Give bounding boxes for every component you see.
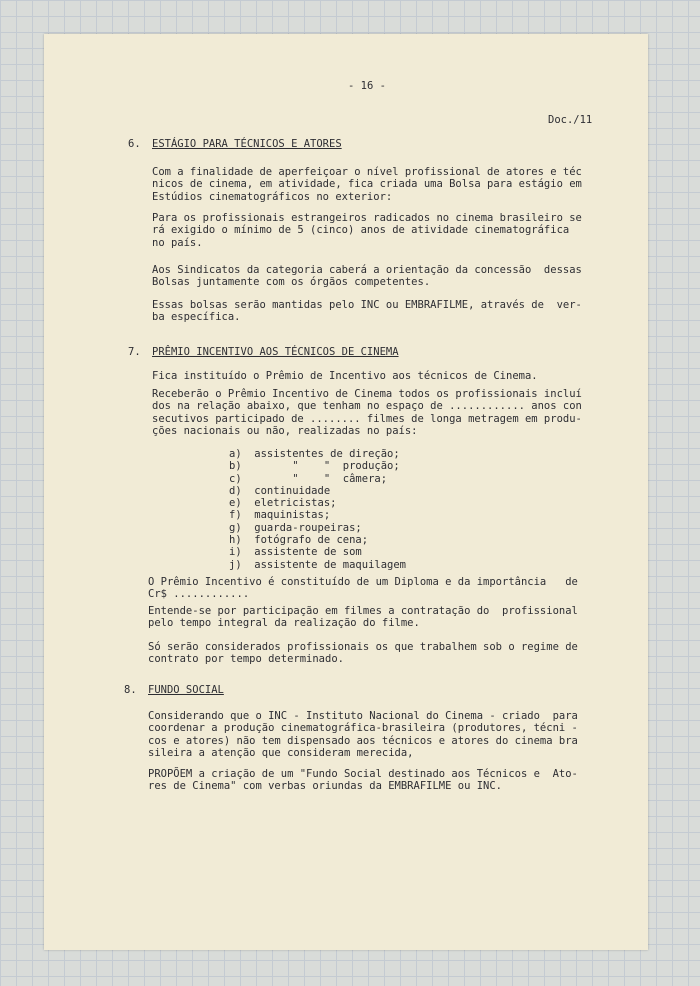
section-6-number: 6. <box>128 138 141 150</box>
section-8-paragraph-2: PROPÕEM a criação de um "Fundo Social destinado aos Técnicos e Ato- res de Cinema" com verbas oriundas da EMBRAFILME ou INC. <box>148 768 578 793</box>
section-6-paragraph-3: Aos Sindicatos da categoria caberá a orientação da concessão dessas Bolsas juntamente com os órgãos competentes. <box>152 264 582 289</box>
section-6-heading: ESTÁGIO PARA TÉCNICOS E ATORES <box>152 138 342 150</box>
section-8-paragraph-1: Considerando que o INC - Instituto Nacional do Cinema - criado para coordenar a produção cinematográfica-brasileira (produtores, técni - cos e atores) não tem dispensado aos técnicos e atores do cinema bra sileira a atenção que consideram merecida, <box>148 710 578 759</box>
section-7-paragraph-1: Fica instituído o Prêmio de Incentivo aos técnicos de Cinema. <box>152 370 538 382</box>
section-7-paragraph-3: O Prêmio Incentivo é constituído de um Diploma e da importância de Cr$ ............ <box>148 576 578 601</box>
section-6-paragraph-1: Com a finalidade de aperfeiçoar o nível profissional de atores e téc nicos de cinema, em atividade, fica criada uma Bolsa para estágio em Estúdios cinematográficos no exterior: <box>152 166 582 203</box>
section-7-paragraph-2: Receberão o Prêmio Incentivo de Cinema todos os profissionais incluí dos na relação abaixo, que tenham no espaço de ............ anos con secutivos participado de ........ filmes de longa metragem em produ- ções nacionais ou não, realizadas no país: <box>152 388 582 437</box>
document-reference: Doc./11 <box>548 114 593 126</box>
page-number: - 16 - <box>348 80 386 92</box>
section-7-paragraph-4: Entende-se por participação em filmes a contratação do profissional pelo tempo integral da realização do filme. <box>148 605 578 630</box>
section-8-number: 8. <box>124 684 137 696</box>
section-7-paragraph-5: Só serão considerados profissionais os que trabalhem sob o regime de contrato por tempo determinado. <box>148 641 578 666</box>
section-7-number: 7. <box>128 346 141 358</box>
section-7-heading: PRÊMIO INCENTIVO AOS TÉCNICOS DE CINEMA <box>152 346 399 358</box>
document-page <box>44 34 648 950</box>
section-6-paragraph-4: Essas bolsas serão mantidas pelo INC ou EMBRAFILME, através de ver- ba específica. <box>152 299 582 324</box>
section-8-heading: FUNDO SOCIAL <box>148 684 224 696</box>
section-7-professions-list: a) assistentes de direção; b) " " produção; c) " " câmera; d) continuidade e) eletricistas; f) maquinistas; g) guarda-roupeiras; h) fotógrafo de cena; i) assistente de som j) assistente de maquilagem <box>229 448 407 571</box>
section-6-paragraph-2: Para os profissionais estrangeiros radicados no cinema brasileiro se rá exigido o mínimo de 5 (cinco) anos de atividade cinematográfica no país. <box>152 212 582 249</box>
